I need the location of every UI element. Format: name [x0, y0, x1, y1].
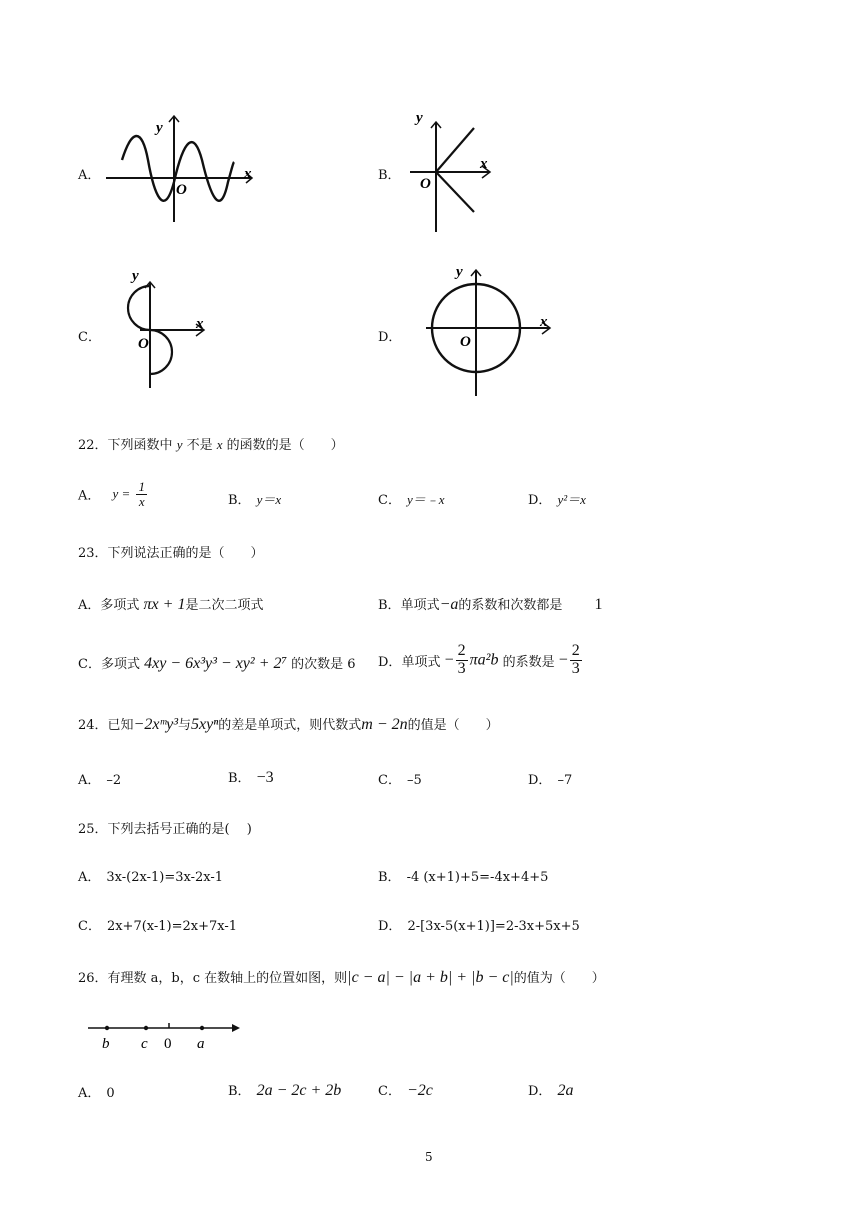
q26-option-b: B． 2a − 2c + 2b [228, 1082, 342, 1099]
point-b [105, 1026, 109, 1030]
graph-d-label: D． [378, 330, 402, 345]
graph-d-circle [420, 258, 560, 398]
q25-option-a: A． 3x-(2x-1)=3x-2x-1 [78, 870, 224, 885]
q26-option-a: A． 0 [78, 1086, 115, 1101]
q23-option-b: B．单项式−a的系数和次数都是 1 [378, 596, 603, 613]
q22-option-a: A． y = $\frac{1}{x}$ [78, 479, 145, 509]
graph-b-lines [400, 102, 510, 236]
q22-option-b: B． y＝x [228, 492, 282, 508]
q22-option-d: D． y²＝x [528, 492, 586, 508]
q26-option-d: D． 2a [528, 1082, 574, 1099]
graph-d-o: O [460, 334, 471, 350]
graph-c-semicircles [100, 262, 220, 392]
label-a: a [197, 1036, 205, 1052]
graph-a-o: O [176, 182, 187, 198]
graph-c-x: x [196, 316, 204, 332]
graph-a-y: y [156, 120, 163, 136]
point-c [144, 1026, 148, 1030]
label-b: b [102, 1036, 110, 1052]
graph-a-label: A． [78, 168, 101, 183]
q23-option-d: D．单项式 − $\frac{2}{3}$ πa²b 的系数是 − $\frac{2}{3}$ [378, 642, 580, 677]
q24-option-d: D． –7 [528, 773, 573, 788]
q25-option-b: B． -4 (x+1)+5=-4x+4+5 [378, 870, 549, 885]
page-number: 5 [425, 1150, 433, 1164]
point-a [200, 1026, 204, 1030]
q23-option-c: C．多项式 4xy − 6x³y³ − xy² + 2⁷ 的次数是 6 [78, 655, 356, 672]
graph-c-o: O [138, 336, 149, 352]
graph-b-x: x [480, 156, 488, 172]
graph-c-label: C． [78, 330, 101, 345]
q24-stem: 24．已知−2xᵐy³与5xyⁿ的差是单项式，则代数式m − 2n的值是（ ） [78, 716, 499, 733]
graph-d-x: x [540, 314, 548, 330]
q24-option-b: B． −3 [228, 769, 274, 786]
q23-stem: 23．下列说法正确的是（ ） [78, 546, 264, 561]
q26-stem: 26．有理数 a，b，c 在数轴上的位置如图，则|c − a| − |a + b| + |b − c|的值为（ ） [78, 969, 605, 986]
q25-option-c: C． 2x+7(x-1)=2x+7x-1 [78, 919, 238, 934]
graph-b-o: O [420, 176, 431, 192]
q24-option-c: C． –5 [378, 773, 422, 788]
q22-stem: 22．下列函数中 y 不是 x 的函数的是（ ） [78, 437, 344, 453]
q23-option-a: A．多项式 πx + 1是二次二项式 [78, 596, 264, 613]
graph-d-y: y [456, 264, 463, 280]
q25-stem: 25．下列去括号正确的是( ) [78, 822, 252, 837]
graph-b-label: B． [378, 168, 401, 183]
q26-option-c: C． −2c [378, 1082, 433, 1099]
graph-b-y: y [416, 110, 423, 126]
q26-number-line [86, 1018, 246, 1054]
q22-option-c: C． y＝﹣x [378, 492, 445, 508]
q24-option-a: A． –2 [78, 773, 122, 788]
graph-a-x: x [244, 166, 252, 182]
label-zero: 0 [164, 1036, 172, 1052]
label-c: c [141, 1036, 148, 1052]
graph-a-sine [100, 108, 260, 228]
q25-option-d: D． 2-[3x-5(x+1)]=2-3x+5x+5 [378, 919, 580, 934]
graph-c-y: y [132, 268, 139, 284]
